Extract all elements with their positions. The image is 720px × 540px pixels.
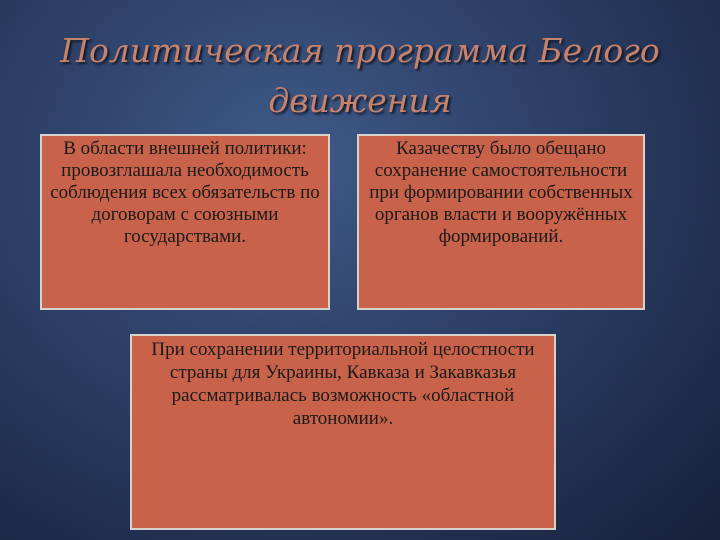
autonomy-box: При сохранении территориальной целостности страны для Украины, Кавказа и Закавказья рассматривалась возможность «областной автономии». (130, 334, 556, 530)
slide-title: Политическая программа Белого движения (60, 31, 660, 120)
foreign-policy-box: В области внешней политики: провозглашала необходимость соблюдения всех обязательств по договорам с союзными государствами. (40, 134, 330, 310)
cossacks-box: Казачеству было обещано сохранение самостоятельности при формировании собственных органов власти и вооружённых формирований. (357, 134, 645, 310)
